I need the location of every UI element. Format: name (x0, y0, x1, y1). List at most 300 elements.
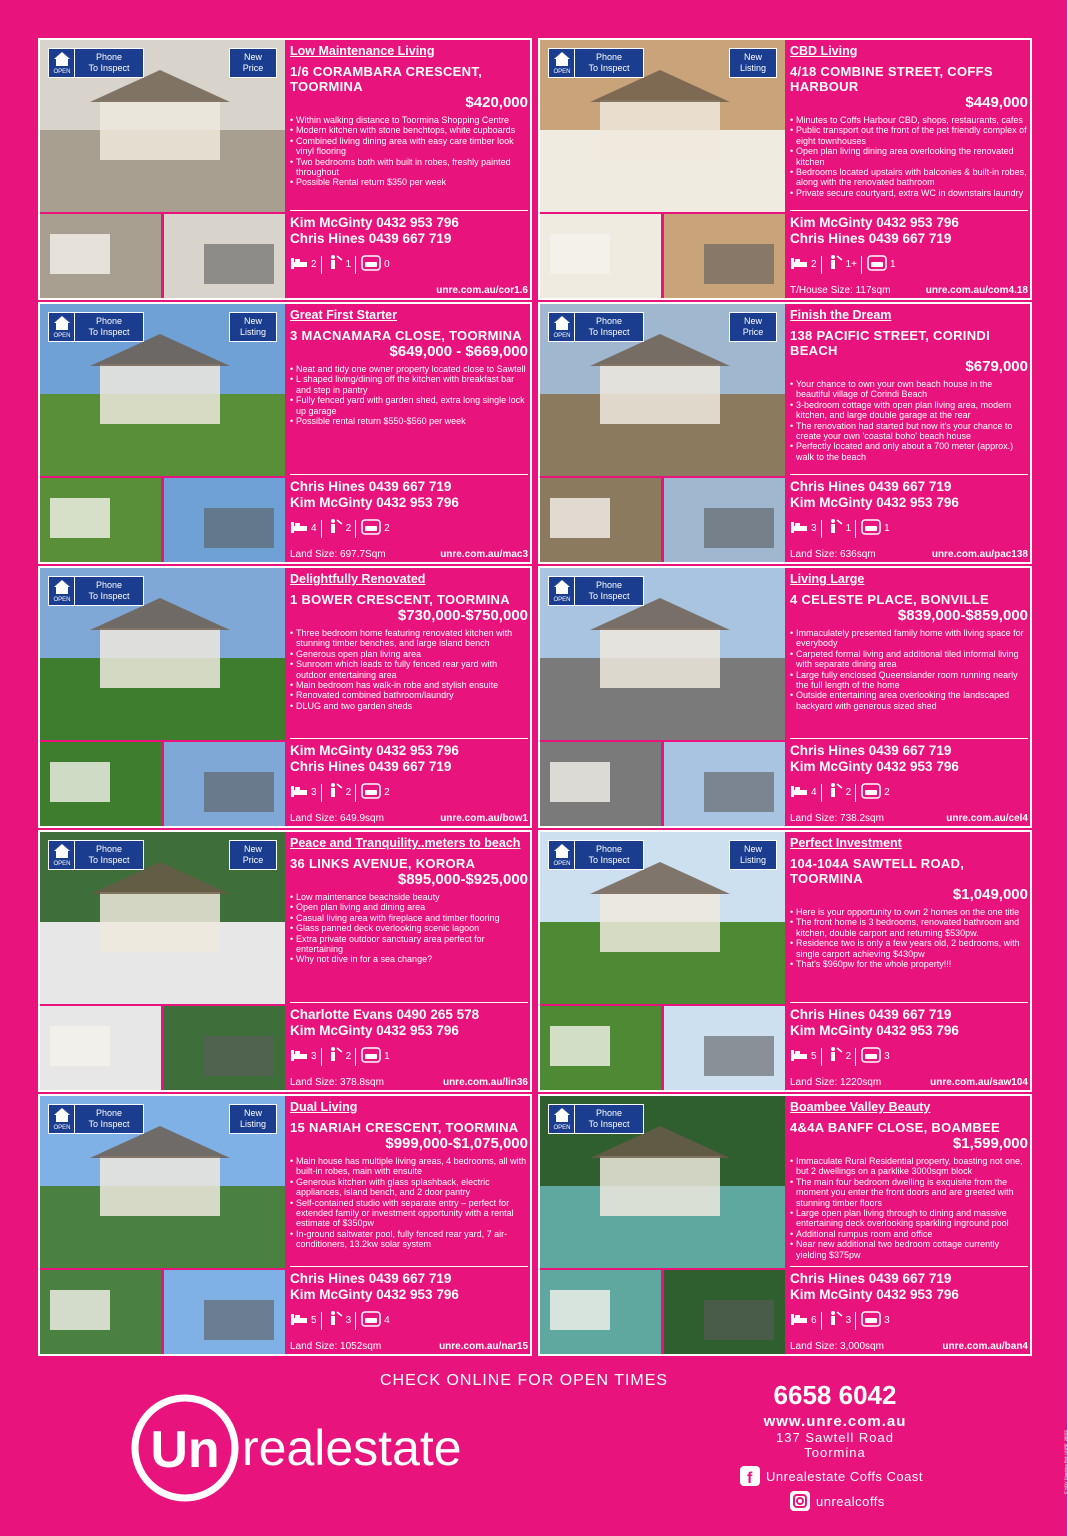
list-item: • Combined living dining area with easy care timber look vinyl flooring (290, 136, 528, 157)
badge-line1: New (743, 316, 762, 326)
listing-headline[interactable]: Boambee Valley Beauty (790, 1100, 931, 1114)
badge-inspect-text: To Inspect (588, 327, 630, 337)
thumbnail-photo[interactable] (40, 478, 161, 562)
open-label: OPEN (553, 861, 571, 867)
agent-primary: Kim McGinty 0432 953 796 (290, 215, 459, 230)
bed-icon (290, 256, 311, 273)
listing-info (290, 1100, 528, 1352)
listing-price: $839,000-$859,000 (897, 607, 1028, 624)
open-label: OPEN (53, 597, 71, 603)
thumbnail-photo[interactable] (664, 214, 785, 298)
list-item: • Main bedroom has walk-in robe and stylish ensuite (290, 680, 528, 690)
badge-phone-text: Phone (95, 580, 123, 590)
listing-info (290, 572, 528, 824)
thumbnail-photo[interactable] (540, 1006, 661, 1090)
thumbnail-photo[interactable] (40, 1006, 161, 1090)
list-item: • Open plan living and dining area (290, 902, 528, 912)
thumbnail-photo[interactable] (540, 478, 661, 562)
list-item: • Immaculate Rural Residential property, boasting not one, but 2 dwellings on a parklike 3000sqm block (790, 1156, 1028, 1177)
bedroom-count: 6 (811, 1315, 817, 1326)
bed-icon (290, 1048, 311, 1065)
phone-to-inspect-badge (548, 1104, 644, 1134)
thumbnail-photo[interactable] (164, 1006, 285, 1090)
agent-contacts (290, 738, 528, 775)
listing-url[interactable]: unre.com.au/saw104 (930, 1077, 1028, 1088)
bathroom-count: 2 (345, 1051, 352, 1062)
carspace-count: 3 (884, 1051, 890, 1062)
land-size: Land Size: 636sqm (790, 549, 876, 560)
shower-icon (327, 1310, 346, 1331)
car-icon (867, 255, 890, 274)
carspace-count: 2 (384, 787, 390, 798)
list-item: • Outside entertaining area overlooking the landscaped backyard with generous sized shed (790, 690, 1028, 711)
thumbnail-photo[interactable] (664, 478, 785, 562)
bedroom-count: 5 (311, 1315, 317, 1326)
agent-secondary: Kim McGinty 0432 953 796 (290, 1023, 459, 1038)
carspace-count: 1 (889, 259, 896, 270)
list-item: • The front home is 3 bedrooms, renovated bathroom and kitchen, double carport and returning $530pw. (790, 917, 1028, 938)
listing-headline[interactable]: Delightfully Renovated (290, 572, 426, 586)
list-item: • Perfectly located and only about a 700 meter (approx.) walk to the beach (790, 441, 1028, 462)
agent-primary: Chris Hines 0439 667 719 (790, 479, 952, 494)
facebook-link[interactable] (740, 1466, 923, 1486)
badge-phone-text: Phone (595, 844, 623, 854)
badge-line1: New (243, 1108, 262, 1118)
feature-list (290, 115, 528, 188)
bedroom-count: 2 (811, 259, 817, 270)
thumbnail-photo[interactable] (40, 214, 161, 298)
listing-photos (40, 304, 285, 562)
land-size: Land Size: 1052sqm (290, 1341, 382, 1352)
car-icon (361, 1311, 384, 1330)
land-size: Land Size: 738.2sqm (790, 813, 884, 824)
list-item: • Your chance to own your own beach house in the beautiful village of Corindi Beach (790, 379, 1028, 400)
list-item: • Low maintenance beachside beauty (290, 892, 528, 902)
list-item: • DLUG and two garden sheds (290, 701, 528, 711)
listing-card[interactable] (38, 1094, 532, 1356)
listing-address: 138 PACIFIC STREET, CORINDI BEACH (790, 328, 991, 358)
facebook-icon (740, 1466, 760, 1486)
listing-headline[interactable]: Low Maintenance Living (290, 44, 435, 58)
badge-line1: New (743, 52, 762, 62)
room-summary (790, 1046, 894, 1067)
listing-footer (290, 813, 528, 824)
agent-primary: Charlotte Evans 0490 265 578 (290, 1007, 480, 1022)
bathroom-count: 3 (845, 1315, 852, 1326)
badge-line2: Listing (739, 63, 766, 73)
list-item: • Bedrooms located upstairs with balconies & built-in robes, along with the renovated bathroom (790, 167, 1028, 188)
carspace-count: 1 (884, 523, 890, 534)
house-icon (549, 1105, 575, 1133)
listing-card[interactable] (538, 830, 1032, 1092)
instagram-handle: unrealcoffs (816, 1493, 885, 1509)
feature-list (790, 907, 1028, 969)
list-item: • Two bedrooms both with built in robes, freshly painted throughout (290, 157, 528, 178)
bedroom-count: 2 (311, 259, 317, 270)
thumbnail-photo[interactable] (164, 214, 285, 298)
open-label: OPEN (553, 597, 571, 603)
open-label: OPEN (53, 1125, 71, 1131)
bed-icon (790, 784, 811, 801)
house-icon (549, 577, 575, 605)
room-summary (790, 254, 900, 275)
list-item: • Large fully enclosed Queenslander room running nearly the full length of the home (790, 670, 1028, 691)
shower-icon (327, 518, 346, 539)
land-size: Land Size: 649.9sqm (290, 813, 384, 824)
shower-icon (827, 254, 846, 275)
badge-phone-text: Phone (595, 1108, 623, 1118)
carspace-count: 1 (384, 1051, 390, 1062)
list-item: • That's $960pw for the whole property!!! (790, 959, 1028, 969)
carspace-count: 2 (384, 523, 390, 534)
listing-footer (290, 549, 528, 560)
carspace-count: 2 (884, 787, 890, 798)
status-badge (229, 1104, 277, 1134)
listing-card[interactable] (38, 566, 532, 828)
feature-list (790, 379, 1028, 462)
car-icon (361, 519, 384, 538)
badge-line2: Price (242, 855, 264, 865)
list-item: • 3-bedroom cottage with open plan living area, modern kitchen, and large double garage at the rear (790, 400, 1028, 421)
agent-primary: Chris Hines 0439 667 719 (790, 743, 952, 758)
listing-card[interactable] (538, 1094, 1032, 1356)
agent-contacts (290, 210, 528, 247)
badge-inspect-text: To Inspect (88, 1119, 130, 1129)
listing-footer (790, 813, 1028, 824)
listing-footer (790, 549, 1028, 560)
listing-headline[interactable]: CBD Living (790, 44, 858, 58)
shower-icon (327, 254, 346, 275)
bedroom-count: 3 (811, 523, 817, 534)
logo-realestate: realestate (242, 1420, 462, 1476)
listing-url[interactable]: unre.com.au/mac3 (440, 549, 528, 560)
badge-line2: Price (242, 63, 264, 73)
listing-price: $1,049,000 (952, 886, 1028, 903)
badge-phone-text: Phone (595, 316, 623, 326)
list-item: • Here is your opportunity to own 2 homes on the one title (790, 907, 1028, 917)
bed-icon (790, 1048, 811, 1065)
agent-primary: Chris Hines 0439 667 719 (790, 1271, 952, 1286)
listing-photos (40, 40, 285, 298)
listing-card[interactable] (38, 38, 532, 300)
shower-icon (327, 1046, 346, 1067)
list-item: • Large open plan living through to dining and massive entertaining deck overlooking sparkling inground pool (790, 1208, 1028, 1229)
instagram-icon (790, 1491, 810, 1511)
room-summary (790, 1310, 894, 1331)
list-item: • In-ground saltwater pool, fully fenced rear yard, 7 air-conditioners, 13.2kw solar system (290, 1229, 528, 1250)
thumbnail-photo[interactable] (664, 1006, 785, 1090)
phone-to-inspect-badge (48, 312, 144, 342)
agent-primary: Chris Hines 0439 667 719 (290, 1271, 452, 1286)
listing-address: 15 NARIAH CRESCENT, TOORMINA (290, 1120, 519, 1135)
listing-address: 4 CELESTE PLACE, BONVILLE (790, 592, 989, 607)
listing-price: $679,000 (965, 358, 1028, 375)
land-size: T/House Size: 117sqm (790, 285, 891, 296)
badge-line1: New (243, 52, 262, 62)
listing-photos (540, 832, 785, 1090)
listing-url[interactable]: unre.com.au/bow1 (440, 813, 528, 824)
listing-address: 1/6 CORAMBARA CRESCENT, TOORMINA (290, 64, 483, 94)
thumbnail-photo[interactable] (664, 1270, 785, 1354)
listing-info (790, 572, 1028, 824)
listing-address: 1 BOWER CRESCENT, TOORMINA (290, 592, 510, 607)
print-reference: © NOV Graphics Ref: UNRE_28022 (1063, 1430, 1068, 1495)
room-summary (790, 518, 894, 539)
land-size: Land Size: 697.7Sqm (290, 549, 386, 560)
listing-footer (790, 285, 1028, 296)
list-item: • Possible rental return $550-$560 per week (290, 416, 528, 426)
list-item: • Possible Rental return $350 per week (290, 177, 528, 187)
listing-footer (290, 1341, 528, 1352)
list-item: • Casual living area with fireplace and timber flooring (290, 913, 528, 923)
badge-inspect-text: To Inspect (88, 63, 130, 73)
listing-photos (40, 1096, 285, 1354)
listing-footer (790, 1341, 1028, 1352)
agent-contacts (290, 474, 528, 511)
agent-primary: Kim McGinty 0432 953 796 (790, 215, 959, 230)
car-icon (361, 1047, 384, 1066)
listing-card[interactable] (538, 38, 1032, 300)
status-badge (229, 312, 277, 342)
phone-to-inspect-badge (548, 48, 644, 78)
bed-icon (290, 520, 311, 537)
list-item: • Generous kitchen with glass splashback, electric appliances, island bench, and 2 door pantry (290, 1177, 528, 1198)
listing-address: 4/18 COMBINE STREET, COFFS HARBOUR (790, 64, 993, 94)
house-icon (49, 313, 75, 341)
list-item: • Modern kitchen with stone benchtops, white cupboards (290, 125, 528, 135)
listing-headline[interactable]: Finish the Dream (790, 308, 892, 322)
list-item: • Additional rumpus room and office (790, 1229, 1028, 1239)
agent-secondary: Kim McGinty 0432 953 796 (790, 759, 959, 774)
room-summary (290, 518, 394, 539)
listing-url[interactable]: unre.com.au/nar15 (439, 1341, 528, 1352)
badge-inspect-text: To Inspect (588, 63, 630, 73)
agent-secondary: Chris Hines 0439 667 719 (290, 231, 452, 246)
listing-url[interactable]: unre.com.au/cor1.6 (436, 285, 528, 296)
listing-photos (540, 568, 785, 826)
thumbnail-photo[interactable] (164, 478, 285, 562)
shower-icon (827, 1310, 846, 1331)
bedroom-count: 3 (311, 1051, 317, 1062)
listing-price: $1,599,000 (952, 1135, 1028, 1152)
list-item: • Self-contained studio with separate entry – perfect for extended family or investment opportunity with a rental estimate of $350pw (290, 1198, 528, 1229)
list-item: • Public transport out the front of the pet friendly complex of eight townhouses (790, 125, 1028, 146)
land-size: Land Size: 1220sqm (790, 1077, 882, 1088)
house-icon (549, 49, 575, 77)
listing-photos (540, 40, 785, 298)
open-label: OPEN (53, 333, 71, 339)
badge-inspect-text: To Inspect (588, 855, 630, 865)
agent-contacts (290, 1002, 528, 1039)
house-icon (549, 841, 575, 869)
thumbnail-photo[interactable] (540, 214, 661, 298)
status-badge (729, 48, 777, 78)
listing-address: 4&4A BANFF CLOSE, BOAMBEE (790, 1120, 1000, 1135)
room-summary (290, 254, 394, 275)
listing-info (790, 836, 1028, 1088)
thumbnail-photo[interactable] (664, 742, 785, 826)
thumbnail-photo[interactable] (164, 1270, 285, 1354)
list-item: • Generous open plan living area (290, 649, 528, 659)
listing-address: 3 MACNAMARA CLOSE, TOORMINA (290, 328, 522, 343)
bed-icon (790, 256, 811, 273)
car-icon (861, 783, 884, 802)
open-label: OPEN (53, 861, 71, 867)
room-summary (290, 1046, 394, 1067)
feature-list (290, 1156, 528, 1250)
listing-price: $649,000 - $669,000 (389, 343, 528, 360)
listing-card[interactable] (38, 302, 532, 564)
list-item: • Renovated combined bathroom/laundry (290, 690, 528, 700)
listing-url[interactable]: unre.com.au/lin36 (442, 1077, 528, 1088)
bathroom-count: 1 (345, 259, 352, 270)
list-item: • Why not dive in for a sea change? (290, 954, 528, 964)
bathroom-count: 2 (345, 523, 352, 534)
listing-headline[interactable]: Living Large (790, 572, 865, 586)
listing-url[interactable]: unre.com.au/pac138 (931, 549, 1028, 560)
listing-price: $730,000-$750,000 (397, 607, 528, 624)
house-icon (49, 1105, 75, 1133)
list-item: • Within walking distance to Toormina Shopping Centre (290, 115, 528, 125)
badge-line2: Listing (239, 327, 266, 337)
agent-secondary: Kim McGinty 0432 953 796 (790, 1287, 959, 1302)
badge-line1: New (243, 844, 262, 854)
status-badge (229, 840, 277, 870)
listing-photos (540, 304, 785, 562)
listing-photos (540, 1096, 785, 1354)
list-item: • L shaped living/dining off the kitchen with breakfast bar and step in pantry (290, 374, 528, 395)
listing-card[interactable] (538, 302, 1032, 564)
open-label: OPEN (553, 1125, 571, 1131)
badge-phone-text: Phone (595, 580, 623, 590)
phone-to-inspect-badge (48, 576, 144, 606)
agent-secondary: Kim McGinty 0432 953 796 (790, 495, 959, 510)
badge-line2: Price (742, 327, 764, 337)
listing-headline[interactable]: Dual Living (290, 1100, 358, 1114)
instagram-link[interactable] (790, 1491, 885, 1511)
car-icon (861, 1311, 884, 1330)
badge-phone-text: Phone (95, 52, 123, 62)
badge-inspect-text: To Inspect (588, 591, 630, 601)
list-item: • The main four bedroom dwelling is exquisite from the moment you enter the front doors and are greeted with stunning timber floors (790, 1177, 1028, 1208)
listing-headline[interactable]: Great First Starter (290, 308, 397, 322)
agent-contacts (790, 474, 1028, 511)
listing-photos (40, 568, 285, 826)
room-summary (290, 1310, 394, 1331)
open-times-banner: CHECK ONLINE FOR OPEN TIMES (380, 1372, 669, 1389)
listing-url[interactable]: unre.com.au/ban4 (942, 1341, 1028, 1352)
shower-icon (827, 518, 846, 539)
agent-primary: Kim McGinty 0432 953 796 (290, 743, 459, 758)
agent-primary: Chris Hines 0439 667 719 (290, 479, 452, 494)
open-label: OPEN (553, 333, 571, 339)
listing-card[interactable] (38, 830, 532, 1092)
room-summary (290, 782, 394, 803)
carspace-count: 0 (384, 259, 390, 270)
listing-headline[interactable]: Peace and Tranquility..meters to beach (290, 836, 521, 850)
list-item: • The renovation had started but now it's your chance to create your own 'coastal boho' beach house (790, 421, 1028, 442)
badge-line2: Listing (239, 1119, 266, 1129)
website-link[interactable]: www.unre.com.au (763, 1413, 907, 1430)
agent-secondary: Kim McGinty 0432 953 796 (290, 1287, 459, 1302)
phone-to-inspect-badge (548, 576, 644, 606)
bathroom-count: 2 (845, 1051, 852, 1062)
listing-info (290, 308, 528, 560)
agent-primary: Chris Hines 0439 667 719 (790, 1007, 952, 1022)
phone-to-inspect-badge (48, 840, 144, 870)
bathroom-count: 2 (845, 787, 852, 798)
list-item: • Near new additional two bedroom cottage currently yielding $375pw (790, 1239, 1028, 1260)
listing-url[interactable]: unre.com.au/com4.18 (925, 285, 1028, 296)
badge-phone-text: Phone (595, 52, 623, 62)
phone-to-inspect-badge (548, 840, 644, 870)
listing-footer (290, 1077, 528, 1088)
thumbnail-photo[interactable] (40, 742, 161, 826)
logo-un: Un (150, 1421, 220, 1479)
bathroom-count: 2 (345, 787, 352, 798)
listing-address: 36 LINKS AVENUE, KORORA (290, 856, 476, 871)
list-item: • Neat and tidy one owner property located close to Sawtell (290, 364, 528, 374)
listing-address: 104-104A SAWTELL ROAD, TOORMINA (790, 856, 965, 886)
listing-price: $449,000 (965, 94, 1028, 111)
agent-contacts (290, 1266, 528, 1303)
house-icon (549, 313, 575, 341)
agent-secondary: Kim McGinty 0432 953 796 (290, 495, 459, 510)
list-item: • Fully fenced yard with garden shed, extra long single lock up garage (290, 395, 528, 416)
agent-contacts (790, 210, 1028, 247)
agent-contacts (790, 1266, 1028, 1303)
car-icon (361, 255, 384, 274)
agent-secondary: Chris Hines 0439 667 719 (290, 759, 452, 774)
agent-contacts (790, 1002, 1028, 1039)
listing-url[interactable]: unre.com.au/cel4 (946, 813, 1028, 824)
listing-info (290, 44, 528, 296)
listing-card[interactable] (538, 566, 1032, 828)
bathroom-count: 3 (345, 1315, 352, 1326)
land-size: Land Size: 378.8sqm (290, 1077, 384, 1088)
badge-line1: New (243, 316, 262, 326)
thumbnail-photo[interactable] (164, 742, 285, 826)
listing-headline[interactable]: Perfect Investment (790, 836, 902, 850)
thumbnail-photo[interactable] (540, 1270, 661, 1354)
listing-photos (40, 832, 285, 1090)
list-item: • Immaculately presented family home with living space for everybody (790, 628, 1028, 649)
phone-to-inspect-badge (48, 1104, 144, 1134)
listing-price: $420,000 (465, 94, 528, 111)
bed-icon (290, 1312, 311, 1329)
thumbnail-photo[interactable] (540, 742, 661, 826)
facebook-name: Unrealestate Coffs Coast (766, 1468, 923, 1484)
listing-info (290, 836, 528, 1088)
car-icon (861, 1047, 884, 1066)
bathroom-count: 1+ (845, 259, 857, 270)
bedroom-count: 5 (811, 1051, 817, 1062)
bathroom-count: 1 (845, 523, 852, 534)
badge-inspect-text: To Inspect (88, 855, 130, 865)
status-badge (229, 48, 277, 78)
agent-secondary: Chris Hines 0439 667 719 (790, 231, 952, 246)
listing-footer (790, 1077, 1028, 1088)
contact-block (740, 1380, 930, 1460)
car-icon (361, 783, 384, 802)
carspace-count: 3 (884, 1315, 890, 1326)
open-label: OPEN (553, 69, 571, 75)
thumbnail-photo[interactable] (40, 1270, 161, 1354)
list-item: • Glass panned deck overlooking scenic lagoon (290, 923, 528, 933)
feature-list (790, 115, 1028, 198)
listing-footer (290, 285, 528, 296)
badge-line2: Listing (739, 855, 766, 865)
